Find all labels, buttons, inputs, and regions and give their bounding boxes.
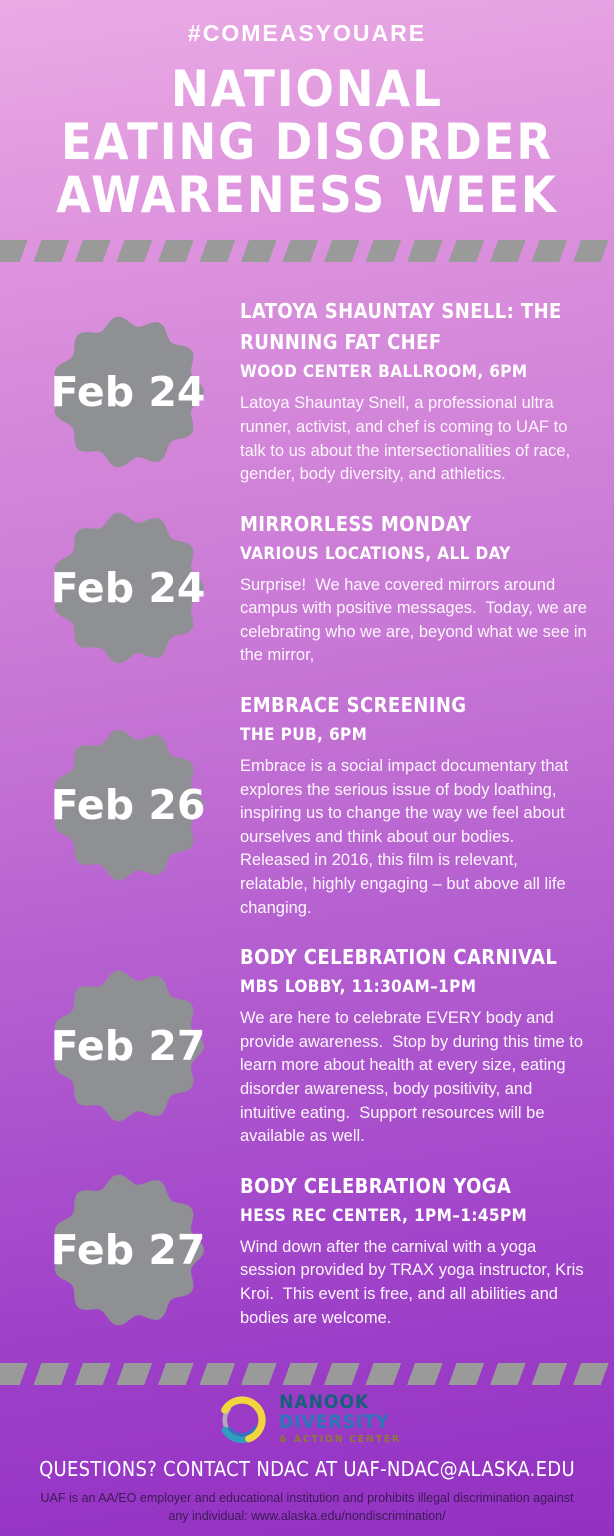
date-badge [50,510,206,666]
ndac-logo-line-diversity: DIVERSITY [279,1411,390,1433]
event-title: LATOYA SHAUNTAY SNELL: THE RUNNING FAT CHEF [240,299,562,355]
event-location: THE PUB, 6PM [240,725,368,746]
date-badge-column [28,968,228,1124]
event-description: We are here to celebrate EVERY body and provide awareness. Stop by during this time to learn more about health at every size, eating disorder awareness, body positivity, and intuitive eating. Support resources will be available as well. [240,1009,588,1146]
event-date: Feb 24 [50,564,206,613]
date-badge-column [28,1172,228,1328]
poster-title-line-1: NATIONAL [171,60,443,119]
event-date: Feb 27 [50,1021,206,1070]
ndac-logo-text [279,1393,401,1446]
event-text [240,1171,590,1330]
event-date: Feb 27 [50,1226,206,1275]
date-badge-column [28,727,228,883]
event-title: BODY CELEBRATION CARNIVAL [240,945,558,970]
event-item [0,1171,614,1330]
event-title: MIRRORLESS MONDAY [240,511,472,536]
event-description: Surprise! We have covered mirrors around campus with positive messages. Today, we are celebrating who we are, beyond what we see in the mirror, [240,575,592,665]
footer-content [0,1391,614,1536]
event-text [240,690,590,920]
contact-line: QUESTIONS? CONTACT NDAC AT UAF-NDAC@ALASKA.EDU [39,1456,575,1481]
event-item [0,296,614,486]
date-badge [50,727,206,883]
poster-header [0,0,614,225]
ndac-enso-circle-icon [213,1391,271,1449]
event-text [240,942,590,1149]
disclaimer-text: UAF is an AA/EO employer and educational institution and prohibits illegal discrimination against any individual: www.alaska.edu/nondiscrimination/ [40,1490,574,1524]
event-description: Wind down after the carnival with a yoga session provided by TRAX yoga instructor, Kris Kroi. This event is free, and all abilities and bodies are welcome. [240,1237,589,1327]
event-item [0,942,614,1149]
event-location: MBS LOBBY, 11:30AM–1PM [240,977,477,998]
event-date: Feb 26 [50,781,206,830]
event-text [240,509,590,668]
date-badge [50,1172,206,1328]
ndac-logo-line-action-center: & ACTION CENTER [279,1433,401,1445]
ndac-logo-line-nanook: NANOOK [279,1391,370,1414]
event-location: WOOD CENTER BALLROOM, 6PM [240,362,528,383]
event-title: EMBRACE SCREENING [240,693,467,718]
event-text [240,296,590,486]
event-item [0,509,614,668]
event-description: Latoya Shauntay Snell, a professional ultra runner, activist, and chef is coming to UAF to talk to us about the intersectionalities of race, gender, body diversity, and athletics. [240,394,575,484]
event-date: Feb 24 [50,367,206,416]
stripe-divider-bottom [0,1363,614,1385]
event-description: Embrace is a social impact documentary that explores the serious issue of body loathing, inspiring us to change the way we feel about ourselves and think about our bodies. Released in 2016, this film is relevant, relatable, highly engaging – but above all life changing. [240,757,573,917]
date-badge [50,968,206,1124]
event-location: HESS REC CENTER, 1PM–1:45PM [240,1205,528,1226]
poster-title [0,60,614,225]
ndac-logo [0,1391,614,1449]
hashtag: #COMEASYOUARE [187,20,427,46]
poster-title-line-2: EATING DISORDER [61,113,553,172]
event-location: VARIOUS LOCATIONS, ALL DAY [240,543,511,564]
date-badge-column [28,314,228,470]
event-item [0,690,614,920]
events-list [0,296,614,1352]
poster-footer [0,1363,614,1536]
event-title: BODY CELEBRATION YOGA [240,1173,512,1198]
stripe-divider-top [0,240,614,262]
poster-title-line-3: AWARENESS WEEK [56,166,558,225]
date-badge [50,314,206,470]
date-badge-column [28,510,228,666]
